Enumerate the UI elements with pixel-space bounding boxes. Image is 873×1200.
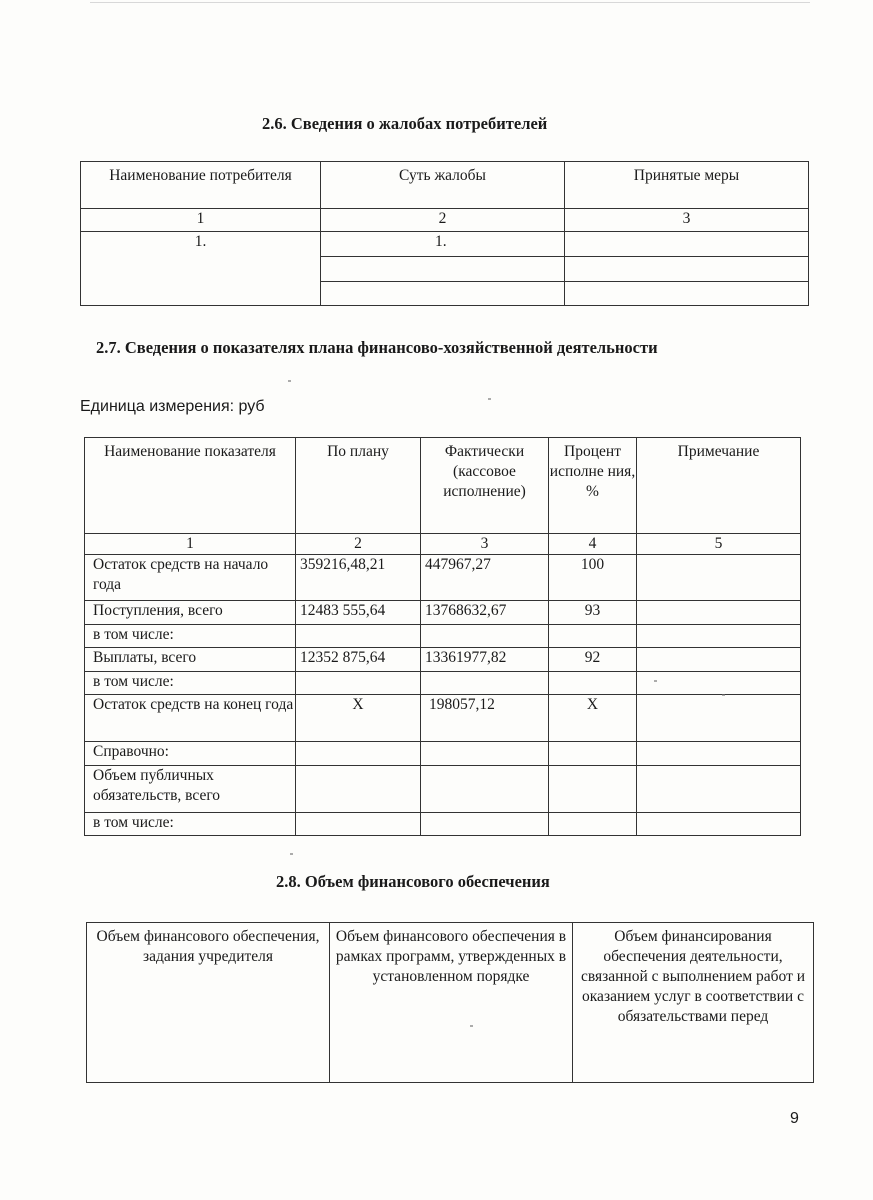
table-header-row [87, 923, 814, 1083]
table-row [85, 813, 801, 836]
indicator-name: в том числе: [85, 813, 296, 836]
plan-value: 12352 875,64 [296, 648, 421, 672]
header-consumer: Наименование потребителя [81, 162, 321, 209]
column-number: 4 [549, 534, 637, 555]
fact-value [421, 625, 549, 648]
percent-value: Х [549, 695, 637, 742]
plan-value: Х [296, 695, 421, 742]
header-indicator: Наименование показателя [85, 438, 296, 534]
section-2-7-title: 2.7. Сведения о показателях плана финансово-хозяйственной деятельности [96, 338, 658, 357]
complaint-cell: 1. [321, 232, 565, 257]
percent-value [549, 766, 637, 813]
percent-value [549, 625, 637, 648]
indicator-name: в том числе: [85, 672, 296, 695]
header-programs: Объем финансового обеспечения в рамках программ, утвержденных в установленном порядке [330, 923, 573, 1083]
scan-speck [470, 1025, 473, 1027]
table-row [85, 648, 801, 672]
scan-speck [722, 694, 725, 696]
plan-value [296, 742, 421, 766]
column-number: 2 [321, 209, 565, 232]
indicator-name: Объем публичных обязательств, всего [85, 766, 296, 813]
fact-value: 13361977,82 [421, 648, 549, 672]
complaints-table [80, 161, 809, 306]
fact-value [421, 742, 549, 766]
unit-of-measure: Единица измерения: руб [80, 398, 265, 415]
measures-cell [565, 257, 809, 282]
header-note: Примечание [637, 438, 801, 534]
top-edge-line [90, 2, 810, 3]
percent-value: 92 [549, 648, 637, 672]
header-plan: По плану [296, 438, 421, 534]
column-number: 1 [81, 209, 321, 232]
indicator-name: Остаток средств на начало года [85, 555, 296, 601]
scan-speck [288, 380, 291, 382]
percent-value: 100 [549, 555, 637, 601]
table-header-row [85, 438, 801, 534]
percent-value [549, 672, 637, 695]
fact-value [421, 766, 549, 813]
plan-value [296, 625, 421, 648]
header-complaint: Суть жалобы [321, 162, 565, 209]
header-obligations: Объем финансирования обеспечения деятельности, связанной с выполнением работ и оказанием услуг в соответствии с обязательствами перед [573, 923, 814, 1083]
plan-value [296, 813, 421, 836]
section-2-6-title: 2.6. Сведения о жалобах потребителей [262, 114, 548, 133]
note-value [637, 625, 801, 648]
table-row [85, 601, 801, 625]
note-value [637, 601, 801, 625]
column-number: 2 [296, 534, 421, 555]
consumer-cell: 1. [81, 232, 321, 306]
scan-speck [290, 853, 293, 855]
scan-speck [488, 398, 491, 400]
complaint-cell [321, 257, 565, 282]
fact-value: 447967,27 [421, 555, 549, 601]
plan-value: 12483 555,64 [296, 601, 421, 625]
table-row [81, 232, 809, 257]
table-row [85, 766, 801, 813]
note-value [637, 742, 801, 766]
indicator-name: Выплаты, всего [85, 648, 296, 672]
header-percent: Процент исполне ния, % [549, 438, 637, 534]
indicator-name: Остаток средств на конец года [85, 695, 296, 742]
note-value [637, 813, 801, 836]
table-row [85, 742, 801, 766]
financial-support-table [86, 922, 814, 1083]
note-value [637, 672, 801, 695]
table-row [85, 555, 801, 601]
fact-value: 198057,12 [421, 695, 549, 742]
note-value [637, 648, 801, 672]
plan-value [296, 672, 421, 695]
column-number: 5 [637, 534, 801, 555]
measures-cell [565, 232, 809, 257]
header-measures: Принятые меры [565, 162, 809, 209]
table-row [85, 672, 801, 695]
table-row [85, 695, 801, 742]
scan-speck [654, 680, 657, 682]
indicator-name: Справочно: [85, 742, 296, 766]
indicator-name: в том числе: [85, 625, 296, 648]
column-number: 1 [85, 534, 296, 555]
note-value [637, 555, 801, 601]
fact-value [421, 672, 549, 695]
fact-value [421, 813, 549, 836]
percent-value [549, 813, 637, 836]
measures-cell [565, 282, 809, 306]
note-value [637, 766, 801, 813]
table-row [85, 625, 801, 648]
complaint-cell [321, 282, 565, 306]
percent-value: 93 [549, 601, 637, 625]
page-number: 9 [790, 1110, 799, 1127]
financial-plan-table [84, 437, 801, 836]
plan-value: 359216,48,21 [296, 555, 421, 601]
column-numbers-row [81, 209, 809, 232]
table-header-row [81, 162, 809, 209]
column-number: 3 [421, 534, 549, 555]
header-founder-task: Объем финансового обеспечения, задания учредителя [87, 923, 330, 1083]
column-number: 3 [565, 209, 809, 232]
indicator-name: Поступления, всего [85, 601, 296, 625]
section-2-8-title: 2.8. Объем финансового обеспечения [276, 872, 550, 891]
percent-value [549, 742, 637, 766]
header-fact: Фактически (кассовое исполнение) [421, 438, 549, 534]
note-value [637, 695, 801, 742]
column-numbers-row [85, 534, 801, 555]
plan-value [296, 766, 421, 813]
fact-value: 13768632,67 [421, 601, 549, 625]
